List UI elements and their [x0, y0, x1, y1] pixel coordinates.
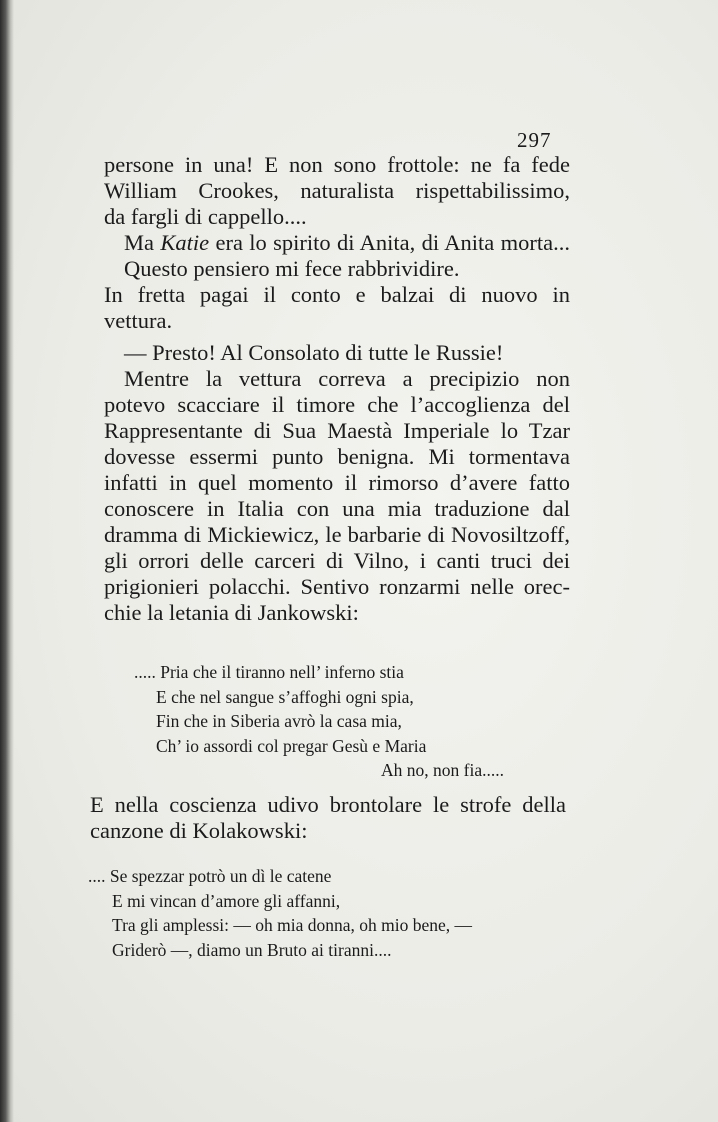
text-line: gli orrori delle carceri di Vilno, i canti truci dei: [104, 548, 570, 573]
text-line: conoscere in Italia con una mia traduzione dal: [104, 496, 570, 521]
text-line-dialogue: — Presto! Al Consolato di tutte le Russie!: [124, 340, 504, 365]
text-line: canzone di Kolakowski:: [90, 818, 308, 843]
verse-line: Griderò —, diamo un Bruto ai tiranni....: [112, 939, 392, 960]
main-narrative: [104, 230, 570, 626]
text-line: E nella coscienza udivo brontolare le strofe della: [90, 792, 566, 817]
text-line: infatti in quel momento il rimorso d’avere fatto: [104, 470, 570, 495]
text-line: Questo pensiero mi fece rabbrividire.: [124, 256, 460, 281]
text-line: William Crookes, naturalista rispettabilissimo,: [104, 178, 570, 203]
verse-line: ..... Pria che il tiranno nell’ inferno stia: [134, 662, 404, 682]
verse-line: Tra gli amplessi: — oh mia donna, oh mio bene, —: [112, 915, 473, 935]
verse-line: Ah no, non fia.....: [381, 760, 504, 780]
text-line-katie: Ma Katie era lo spirito di Anita, di Anita morta...: [124, 230, 570, 255]
text-line: dramma di Mickiewicz, le barbarie di Novosiltzoff,: [104, 522, 570, 547]
text-line: In fretta pagai il conto e balzai di nuovo in: [104, 282, 570, 307]
verse-line: E mi vincan d’amore gli affanni,: [112, 890, 341, 911]
verse-jankowski: [134, 660, 514, 783]
paragraph-kolakowski: [90, 792, 566, 844]
verse-line: .... Se spezzar potrò un dì le catene: [88, 866, 332, 886]
text-line: da fargli di cappello....: [104, 204, 307, 229]
text-line: prigionieri polacchi. Sentivo ronzarmi nelle orec-: [104, 574, 570, 599]
text-line: persone in una! E non sono frottole: ne fa fede: [104, 152, 570, 177]
verse-kolakowski: [88, 864, 558, 962]
verse-line: E che nel sangue s’affoghi ogni spia,: [156, 686, 414, 707]
verse-line: Ch’ io assordi col pregar Gesù e Maria: [156, 735, 427, 756]
text-line: dovesse essermi punto benigna. Mi tormentava: [104, 444, 570, 469]
verse-line: Fin che in Siberia avrò la casa mia,: [156, 711, 402, 731]
text-line: chie la letania di Jankowski:: [104, 600, 359, 625]
text-line: vettura.: [104, 308, 173, 333]
book-spine-shadow: [0, 0, 14, 1122]
text-line: Rappresentante di Sua Maestà Imperiale lo Tzar: [104, 418, 570, 443]
name-katie: Katie: [160, 230, 210, 255]
page-number: 297: [517, 128, 552, 152]
text-line: potevo scacciare il timore che l’accoglienza del: [104, 392, 570, 417]
text-line: Mentre la vettura correva a precipizio non: [124, 366, 570, 391]
paragraph-crookes: [104, 152, 570, 230]
